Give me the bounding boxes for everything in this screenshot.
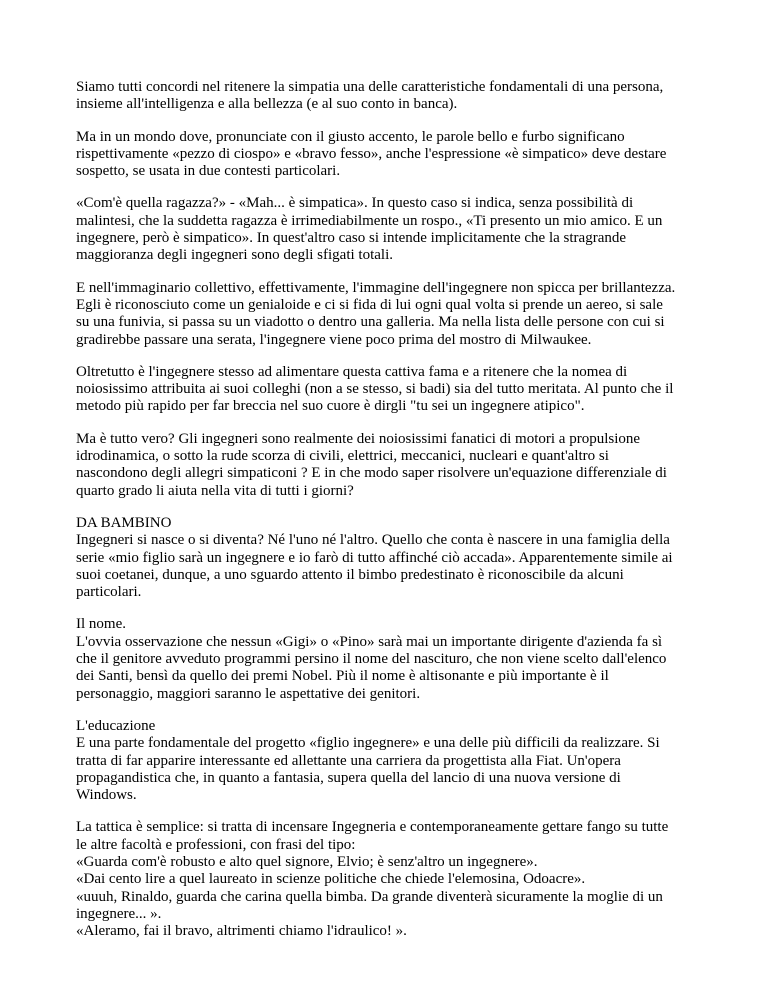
text-line: maggioranza degli ingegneri sono degli sfigati totali. — [76, 247, 393, 264]
text-line: dei Santi, bensì da quello dei premi Nobel. Più il nome è altisonante e più importante è il — [76, 668, 609, 685]
text-line: sospetto, se usata in due contesti particolari. — [76, 163, 341, 180]
text-line: metodo più rapido per far breccia nel suo cuore è dirgli "tu sei un ingegnere atipico". — [76, 398, 585, 415]
text-line: suoi coetanei, dunque, a uno sguardo attento il bimbo predestinato è riconoscibile da alcuni — [76, 566, 624, 583]
text-line: particolari. — [76, 584, 142, 601]
text-line: L'ovvia osservazione che nessun «Gigi» o «Pino» sarà mai un importante dirigente d'azienda fa sì — [76, 633, 663, 650]
text-line: le altre facoltà e professioni, con frasi del tipo: — [76, 836, 356, 853]
text-line: ingegnere, però è simpatico». In quest'altro caso si intende implicitamente che la stragrande — [76, 230, 627, 247]
quote-line: ingegnere... ». — [76, 905, 162, 922]
text-line: malintesi, che la suddetta ragazza è irrimediabilmente un rospo., «Ti presento un mio amico. E un — [76, 212, 663, 229]
text-line: Egli è riconosciuto come un genialoide e ci si fida di lui ogni qual volta si prende un aereo, si sale — [76, 296, 663, 313]
text-line: E una parte fondamentale del progetto «figlio ingegnere» e una delle più difficili da realizzare. Si — [76, 735, 660, 752]
text-line: tratta di far apparire interessante ed allettante una carriera da progettista alla Fiat. Un'opera — [76, 752, 621, 769]
paragraph-tattica — [76, 819, 698, 940]
text-line: quarto grado li aiuta nella vita di tutti i giorni? — [76, 482, 354, 499]
quote-line: «uuuh, Rinaldo, guarda che carina quella bimba. Da grande diventerà sicuramente la moglie di un — [76, 888, 663, 905]
text-line: personaggio, maggiori saranno le aspettative dei genitori. — [76, 685, 421, 702]
paragraph-bello-furbo — [76, 129, 698, 181]
text-line: che il genitore avveduto programmi persino il nome del nascituro, che non viene scelto dall'elenco — [76, 651, 667, 668]
text-line: serie «mio figlio sarà un ingegnere e io farò di tutto affinché ciò accada». Apparentemente simile ai — [76, 549, 673, 566]
quote-line: «Dai cento lire a quel laureato in scienze politiche che chiede l'elemosina, Odoacre». — [76, 871, 586, 888]
text-line: idrodinamica, o sotto la rude scorza di civili, elettrici, meccanici, nucleari e quant'altro si — [76, 448, 609, 465]
quote-line: «Aleramo, fai il bravo, altrimenti chiamo l'idraulico! ». — [76, 923, 407, 940]
paragraph-intro — [76, 79, 698, 114]
section-heading: DA BAMBINO — [76, 514, 172, 531]
text-line: «Com'è quella ragazza?» - «Mah... è simpatica». In questo caso si indica, senza possibilità di — [76, 195, 634, 212]
text-line: Ma è tutto vero? Gli ingegneri sono realmente dei noiosissimi fanatici di motori a propulsione — [76, 430, 641, 447]
text-line: Siamo tutti concordi nel ritenere la simpatia una delle caratteristiche fondamentali di una persona, — [76, 79, 664, 95]
text-line: E nell'immaginario collettivo, effettivamente, l'immagine dell'ingegnere non spicca per brillantezza. — [76, 279, 676, 296]
text-line: rispettivamente «pezzo di ciospo» e «bravo fesso», anche l'espressione «è simpatico» deve destare — [76, 145, 667, 162]
paragraph-educazione — [76, 718, 698, 804]
paragraph-immaginario — [76, 280, 698, 349]
quote-line: «Guarda com'è robusto e alto quel signore, Elvio; è senz'altro un ingegnere». — [76, 853, 538, 870]
document-page — [76, 79, 698, 955]
text-line: Ingegneri si nasce o si diventa? Né l'uno né l'altro. Quello che conta è nascere in una famiglia della — [76, 532, 670, 549]
text-line: Ma in un mondo dove, pronunciate con il giusto accento, le parole bello e furbo significano — [76, 128, 625, 145]
text-line: insieme all'intelligenza e alla bellezza (e al suo conto in banca). — [76, 96, 458, 113]
text-line: Oltretutto è l'ingegnere stesso ad alimentare questa cattiva fama e a ritenere che la nomea di — [76, 363, 628, 380]
paragraph-il-nome — [76, 616, 698, 702]
text-line: Windows. — [76, 787, 137, 804]
paragraph-simpatica — [76, 195, 698, 264]
text-line: La tattica è semplice: si tratta di incensare Ingegneria e contemporaneamente gettare fango su tutte — [76, 819, 669, 836]
text-line: nascondono degli allegri simpaticoni ? E in che modo saper risolvere un'equazione differenziale di — [76, 465, 667, 482]
text-line: gradirebbe passare una serata, l'ingegnere viene poco prima del mostro di Milwaukee. — [76, 331, 592, 348]
paragraph-da-bambino — [76, 515, 698, 601]
subsection-heading: Il nome. — [76, 616, 126, 633]
text-line: noiosissimo attribuita ai suoi colleghi (non a se stesso, si badi) sia del tutto meritata. Al punto che il — [76, 381, 674, 398]
text-line: propagandistica che, in quanto a fantasia, supera quella del lancio di una nuova versione di — [76, 769, 621, 786]
subsection-heading: L'educazione — [76, 717, 156, 734]
paragraph-tutto-vero — [76, 431, 698, 500]
paragraph-cattiva-fama — [76, 364, 698, 416]
text-line: su una funivia, si passa su un viadotto o dentro una galleria. Ma nella lista delle persone con cui si — [76, 314, 665, 331]
